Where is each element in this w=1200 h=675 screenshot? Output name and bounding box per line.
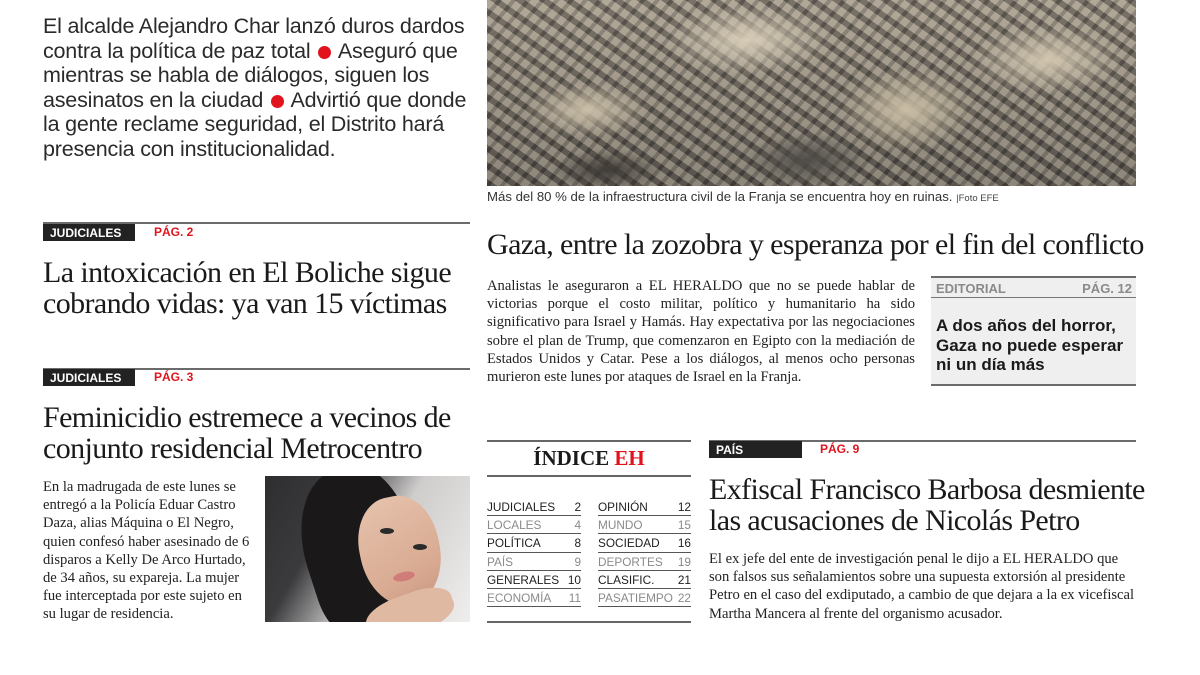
index-page-number: 21: [677, 572, 691, 587]
index-column-right: [598, 498, 691, 607]
section-tag-pais: PAÍS: [709, 441, 802, 458]
editorial-page: PÁG. 12: [1082, 281, 1132, 296]
index-page-number: 9: [574, 554, 581, 569]
editorial-box[interactable]: [931, 276, 1136, 386]
index-divider: [487, 440, 691, 442]
section-tag-judiciales: JUDICIALES: [43, 369, 135, 386]
index-page-number: 2: [574, 500, 581, 514]
bullet-dot-icon: [318, 46, 331, 59]
index-page-number: 12: [677, 500, 691, 514]
index-page-number: 22: [677, 590, 691, 605]
index-divider: [487, 475, 691, 477]
index-page-number: 16: [677, 536, 691, 551]
index-row-clasific-[interactable]: [598, 571, 691, 589]
index-divider: [487, 621, 691, 623]
page-reference: PÁG. 3: [154, 370, 194, 384]
article-body-barbosa: El ex jefe del ente de investigación penal le dijo a EL HERALDO que son falsos sus señalamientos sobre una supuesta extorsión al presidente Petro en el caso del exdiputado, a cambio de que dejara a la ex vicefiscal Martha Mancera al frente del organismo acusador.: [709, 551, 1135, 622]
index-row-generales[interactable]: [487, 571, 581, 589]
index-label: GENERALES: [487, 572, 560, 587]
summary-part-2: Aseguró que mientras se habla de diálogos, siguen los asesinatos en la ciudad: [43, 38, 458, 112]
gaza-ruins-photo: [487, 0, 1136, 186]
photo-caption: [487, 189, 999, 204]
summary-part-3: Advirtió que donde la gente reclame seguridad, el Distrito hará presencia con institucionalidad.: [43, 87, 467, 161]
caption-text: Más del 80 % de la infraestructura civil de la Franja se encuentra hoy en ruinas.: [487, 189, 953, 204]
headline-feminicidio[interactable]: Feminicidio estremece a vecinos de conjunto residencial Metrocentro: [43, 401, 451, 465]
editorial-title: A dos años del horror, Gaza no puede esperar ni un día más: [936, 316, 1124, 374]
index-row-economía[interactable]: [487, 589, 581, 607]
headline-gaza[interactable]: Gaza, entre la zozobra y esperanza por el fin del conflicto: [487, 228, 1144, 261]
lead-summary: [43, 14, 478, 161]
index-row-deportes[interactable]: [598, 553, 691, 571]
index-title-text: ÍNDICE: [533, 446, 610, 470]
index-label: CLASIFIC.: [598, 572, 655, 587]
article-body-feminicidio: En la madrugada de este lunes se entregó a la Policía Eduar Castro Daza, alias Máquina o El Negro, quien confesó haber asesinado de 6 disparos a Kelly De Arco Hurtado, de 34 años, su expareja. La mujer fue interceptada por este sujeto en su lugar de residencia.: [43, 479, 250, 623]
index-row-sociedad[interactable]: [598, 534, 691, 552]
headline-boliche[interactable]: La intoxicación en El Boliche sigue cobrando vidas: ya van 15 víctimas: [43, 256, 452, 320]
index-row-pasatiempo[interactable]: [598, 589, 691, 607]
index-page-number: 11: [568, 590, 581, 605]
index-page-number: 8: [574, 536, 581, 551]
editorial-label: EDITORIAL: [936, 281, 1006, 296]
index-label: MUNDO: [598, 518, 643, 533]
index-label: OPINIÓN: [598, 500, 648, 514]
index-row-locales[interactable]: [487, 516, 581, 534]
index-label: ECONOMÍA: [487, 590, 552, 605]
photo-credit: |Foto EFE: [956, 193, 999, 204]
index-brand: EH: [614, 446, 645, 470]
section-tag-judiciales: JUDICIALES: [43, 224, 135, 241]
index-page-number: 10: [567, 572, 581, 587]
index-row-política[interactable]: [487, 534, 581, 552]
index-label: DEPORTES: [598, 554, 663, 569]
index-row-país[interactable]: [487, 553, 581, 571]
index-row-mundo[interactable]: [598, 516, 691, 534]
victim-portrait-photo: [265, 476, 470, 622]
index-page-number: 4: [574, 518, 581, 533]
page-reference: PÁG. 2: [154, 225, 194, 239]
index-title: [487, 446, 691, 471]
bullet-dot-icon: [271, 95, 284, 108]
index-label: LOCALES: [487, 518, 542, 533]
page-reference: PÁG. 9: [820, 442, 860, 456]
editorial-header: [931, 278, 1136, 298]
index-page-number: 15: [677, 518, 691, 533]
index-label: PAÍS: [487, 554, 514, 569]
index-row-judiciales[interactable]: [487, 498, 581, 516]
index-column-left: [487, 498, 581, 607]
index-row-opinión[interactable]: [598, 498, 691, 516]
index-label: JUDICIALES: [487, 500, 556, 514]
index-page-number: 19: [677, 554, 691, 569]
summary-part-1: El alcalde Alejandro Char lanzó duros dardos contra la política de paz total: [43, 14, 465, 63]
index-label: PASATIEMPO: [598, 590, 673, 605]
index-label: POLÍTICA: [487, 536, 541, 551]
headline-barbosa[interactable]: Exfiscal Francisco Barbosa desmiente las acusaciones de Nicolás Petro: [709, 473, 1145, 537]
article-body-gaza: Analistas le aseguraron a EL HERALDO que no se puede hablar de victorias porque el costo militar, político y humanitario ha sido significativo para Israel y Hamás. Hay expectativa por las negociaciones sobre el plan de Trump, que comenzaron en Egipto con la mediación de Estados Unidos y Catar. Pese a los diálogos, al menos ocho personas murieron este lunes por ataques de Israel en la Franja.: [487, 278, 915, 386]
index-box: [487, 440, 691, 624]
index-label: SOCIEDAD: [598, 536, 660, 551]
